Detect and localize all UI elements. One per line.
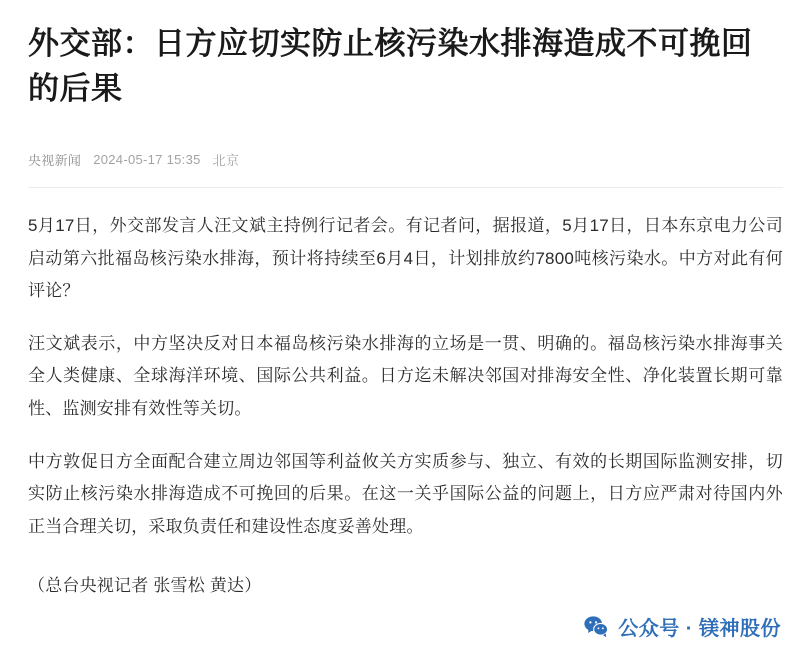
header-divider — [28, 187, 783, 188]
wechat-icon — [583, 614, 609, 640]
brand-label: 公众号 · 镁神股份 — [618, 618, 781, 640]
meta-source: 央视新闻 — [28, 152, 82, 168]
paragraph: 5月17日，外交部发言人汪文斌主持例行记者会。有记者问，据报道，5月17日，日本东京电力公司启动第六批福岛核污染水排海，预计将持续至6月4日，计划排放约7800吨核污染水。中方对此有何评论？ — [28, 215, 783, 301]
page-title: 外交部：日方应切实防止核污染水排海造成不可挽回的后果 — [28, 26, 753, 106]
paragraph: 中方敦促日方全面配合建立周边邻国等利益攸关方实质参与、独立、有效的长期国际监测安排，切实防止核污染水排海造成不可挽回的后果。在这一关乎国际公益的问题上，日方应严肃对待国内外正当合理关切，采取负责任和建设性态度妥善处理。 — [28, 451, 783, 536]
article-meta — [28, 150, 783, 169]
footer-brand[interactable] — [583, 612, 781, 641]
article-signature: （总台央视记者 张雪松 黄达） — [28, 575, 262, 595]
article-body — [28, 210, 783, 602]
paragraph: 汪文斌表示，中方坚决反对日本福岛核污染水排海的立场是一贯、明确的。福岛核污染水排海事关全人类健康、全球海洋环境、国际公共利益。日方迄未解决邻国对排海安全性、净化装置长期可靠性、监测安排有效性等关切。 — [28, 333, 783, 418]
meta-location: 北京 — [212, 152, 240, 168]
meta-datetime: 2024-05-17 15:35 — [93, 151, 201, 167]
article-page — [0, 22, 811, 657]
